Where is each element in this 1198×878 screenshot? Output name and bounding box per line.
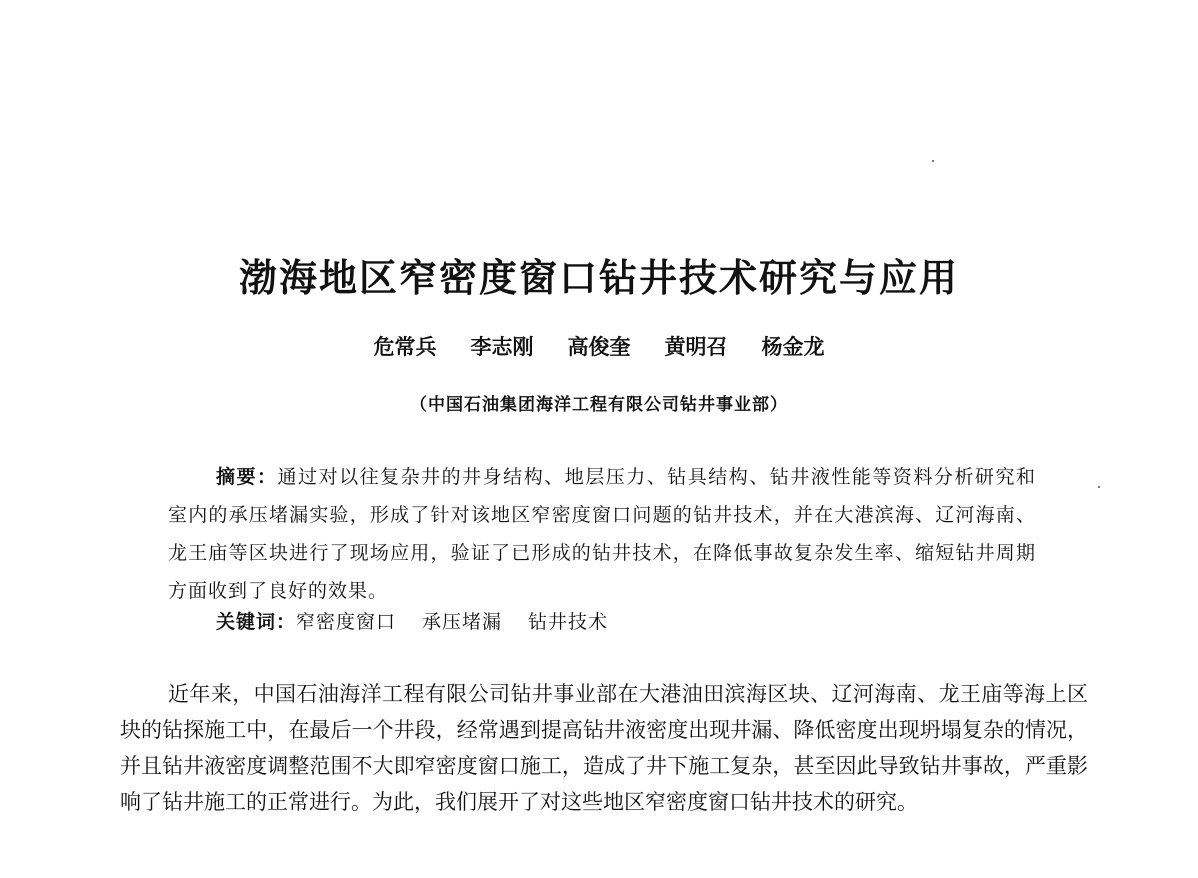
keywords-label: 关键词： [216,611,297,633]
keyword: 窄密度窗口 [296,611,397,633]
author-affiliation: （中国石油集团海洋工程有限公司钻井事业部） [410,395,788,415]
author-name: 李志刚 [470,335,534,359]
author-list [0,330,1198,364]
paper-title: 渤海地区窄密度窗口钻井技术研究与应用 [238,256,959,300]
author-name: 黄明召 [664,335,728,359]
abstract-label: 摘要： [216,466,278,488]
author-name: 杨金龙 [761,335,825,359]
keyword: 承压堵漏 [422,611,503,633]
body-paragraph: 近年来，中国石油海洋工程有限公司钻井事业部在大港油田滨海区块、辽河海南、龙王庙等海上区块的钻探施工中，在最后一个井段，经常遇到提高钻井液密度出现井漏、降低密度出现坍塌复杂的情况，并且钻井液密度调整范围不大即窄密度窗口施工，造成了井下施工复杂，甚至因此导致钻井事故，严重影响了钻井施工的正常进行。为此，我们展开了对这些地区窄密度窗口钻井技术的研究。 [120,682,1088,814]
scan-speck [932,160,934,162]
author-name: 危常兵 [373,335,437,359]
keywords [216,604,634,640]
keyword: 钻井技术 [528,611,609,633]
author-name: 高俊奎 [567,335,631,359]
abstract-text: 通过对以往复杂井的井身结构、地层压力、钻具结构、钻井液性能等资料分析研究和室内的承压堵漏实验，形成了针对该地区窄密度窗口问题的钻井技术，并在大港滨海、辽河海南、龙王庙等区块进行了现场应用，验证了已形成的钻井技术，在降低事故复杂发生率、缩短钻井周期方面收到了良好的效果。 [168,466,1036,602]
abstract [168,458,1036,610]
scan-speck [1098,486,1100,488]
